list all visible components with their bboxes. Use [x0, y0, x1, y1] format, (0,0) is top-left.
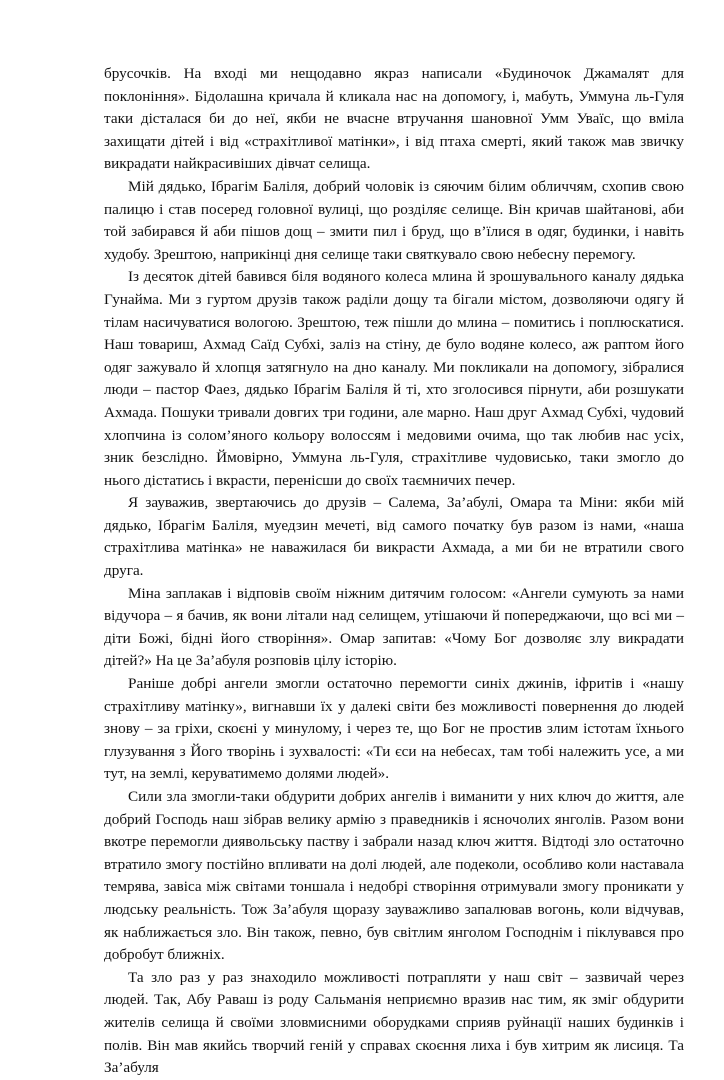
- paragraph: Я зауважив, звертаючись до друзів – Салема, За’абулі, Омара та Міни: якби мій дядько, Ібрагім Баліля, муедзин мечеті, від самого початку був разом із нами, «наша страхітлива матінка» не наважилася би викрасти Ахмада, а ми би не втратили свого друга.: [104, 494, 684, 580]
- paragraph: Раніше добрі ангели змогли остаточно перемогти синіх джинів, іфритів і «нашу страхітливу матінку», вигнавши їх у далекі світи без можливості повернення до людей знову – за гріхи, скоєні у минулому, і через те, що Бог не простив злим істотам їхнього глузування з Його творінь і зухвалості: «Ти єси на небесах, там тобі належить усе, а ми тут, на землі, керуватимемо долями людей».: [104, 675, 684, 783]
- paragraph-continued: брусочків. На вході ми нещодавно якраз написали «Будиночок Джамалят для поклоніння». Бідолашна кричала й кликала нас на допомогу, і, мабуть, Уммуна ль-Гуля таки дісталася би до неї, якби не вчасне втручання шановної Умм Уваїс, що вміла захищати дітей і від «страхітливої матінки», і від птаха смерті, який також мав звичку викрадати найкрасивіших дівчат селища.: [104, 65, 684, 173]
- paragraph: Із десяток дітей бавився біля водяного колеса млина й зрошувального каналу дядька Гунайма. Ми з гуртом друзів також раділи дощу та бігали містом, дозволяючи одягу й тілам насичуватися вологою. Зрештою, теж пішли до млина – помитись і поплюскатися. Наш товариш, Ахмад Саїд Субхі, заліз на стіну, де було водяне колесо, аж раптом його одяг зажувало й хлопця затягнуло на дно каналу. Ми покликали на допомогу, зібралися люди – пастор Фаез, дядько Ібрагім Баліля й ті, хто зголосився пірнути, аби розшукати Ахмада. Пошуки тривали довгих три години, але марно. Наш друг Ахмад Субхі, чудовий хлопчина із солом’яного кольору волоссям і медовими очима, що так любив нас усіх, зник безслідно. Ймовірно, Уммуна ль-Гуля, страхітливе чудовисько, таки змогло до нього дістатись і вкрасти, перенісши до своїх таємничих печер.: [104, 268, 684, 489]
- paragraph: Мій дядько, Ібрагім Баліля, добрий чоловік із сяючим білим обличчям, схопив свою палицю і став посеред головної вулиці, що розділяє селище. Він кричав шайтанові, аби той забирався й аби пішов дощ – змити пил і бруд, що в’їлися в одяг, будинки, і навіть худобу. Зрештою, наприкінці дня селище таки святкувало свою небесну перемогу.: [104, 177, 684, 263]
- paragraph: Та зло раз у раз знаходило можливості потрапляти у наш світ – зазвичай через людей. Так, Абу Раваш із роду Сальманія неприємно вразив нас тим, як зміг обдурити жителів селища й своїми зловмисними оборудками сприяв руйнації наших будинків і полів. Він мав якийсь творчий геній у справах скоєння лиха і був хитрим як лисиця. Та За’абуля: [104, 968, 684, 1077]
- paragraph: Міна заплакав і відповів своїм ніжним дитячим голосом: «Ангели сумують за нами відучора – я бачив, як вони літали над селищем, утішаючи й попереджаючи, що всі ми – діти Божі, бідні його створіння». Омар запитав: «Чому Бог дозволяє злу викрадати дітей?» На це За’абуля розповів цілу історію.: [104, 584, 684, 670]
- document-page: [104, 63, 684, 1080]
- paragraph: Сили зла змогли-таки обдурити добрих ангелів і виманити у них ключ до життя, але добрий Господь наш зібрав велику армію з праведників і ясночолих янголів. Разом вони вкотре перемогли диявольську паству і забрали назад ключ життя. Відтоді зло остаточно втратило змогу постійно впливати на долі людей, але подеколи, особливо коли наставала темрява, завіса між світами тоншала і недобрі створіння отримували змогу проникати у людську реальність. Тож За’абуля щоразу зауважливо запалював вогонь, коли відчував, як наближається зло. Він також, певно, був світлим янголом Господнім і піклувався про добробут ближніх.: [104, 788, 684, 964]
